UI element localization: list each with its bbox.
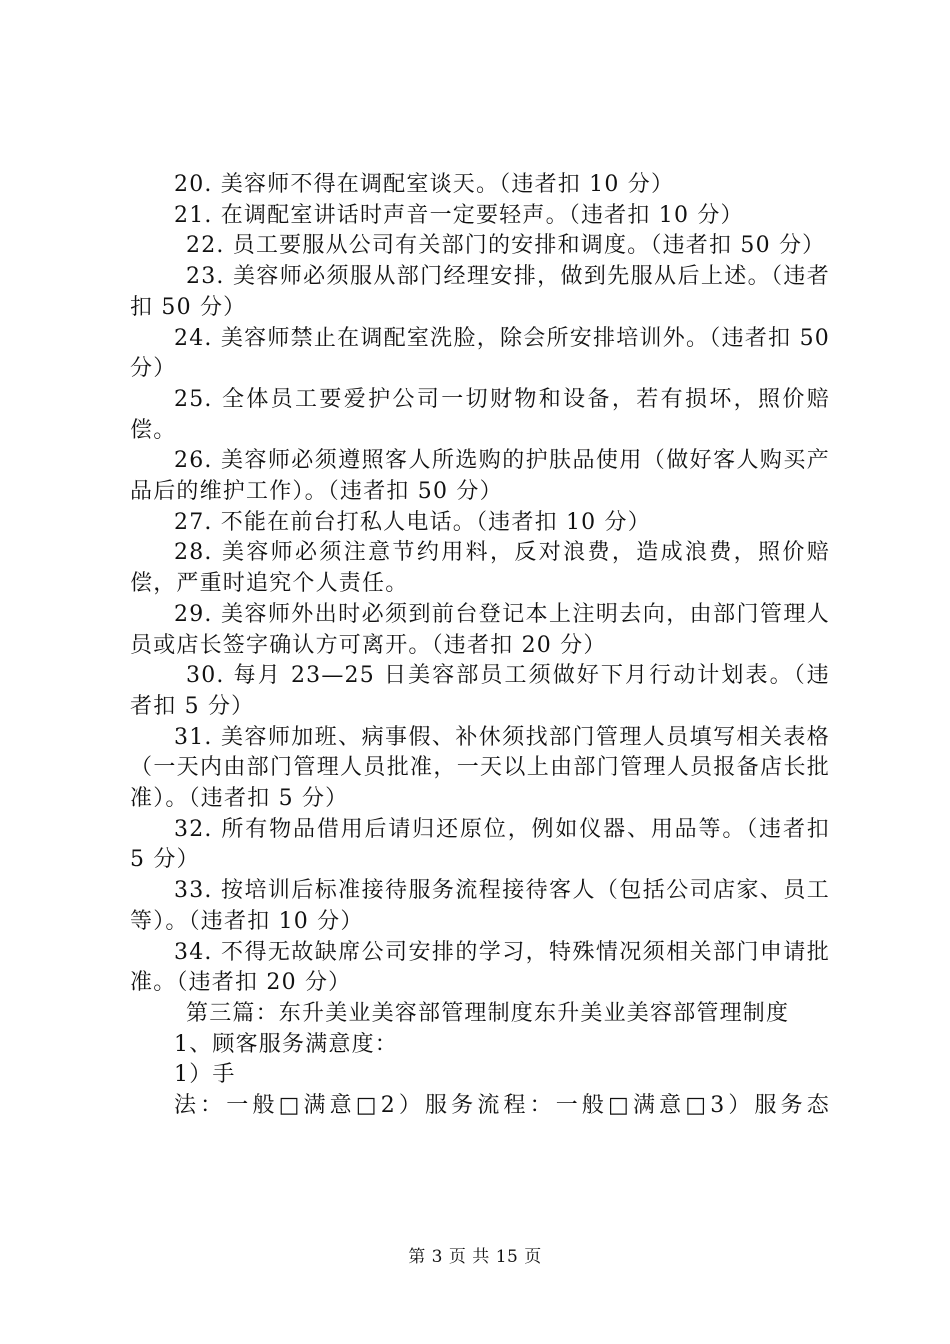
list-item-continuation: 法：一般□满意□2）服务流程：一般□满意□3）服务态 (174, 1093, 830, 1119)
paragraph-34: 34. 不得无故缺席公司安排的学习，特殊情况须相关部门申请批准。（违者扣 20 分） (130, 939, 830, 996)
paragraph-23: 23. 美容师必须服从部门经理安排，做到先服从后上述。（违者扣 50 分） (130, 264, 830, 320)
list-heading: 1、顾客服务满意度： (174, 1031, 398, 1057)
paragraph-29: 29. 美容师外出时必须到前台登记本上注明去向，由部门管理人员或店长签字确认方可离开。（违者扣 20 分） (130, 601, 830, 658)
paragraph-30: 30. 每月 23—25 日美容部员工须做好下月行动计划表。（违者扣 5 分） (130, 663, 830, 719)
paragraph-21: 21. 在调配室讲话时声音一定要轻声。（违者扣 10 分） (174, 202, 744, 228)
paragraph-31: 31. 美容师加班、病事假、补休须找部门管理人员填写相关表格（一天内由部门管理人员批准，一天以上由部门管理人员报备店长批准）。（违者扣 5 分） (130, 724, 830, 812)
paragraph-25: 25. 全体员工要爱护公司一切财物和设备，若有损坏，照价赔偿。 (130, 386, 830, 443)
document-body (130, 170, 830, 1122)
paragraph-33: 33. 按培训后标准接待服务流程接待客人（包括公司店家、员工等）。（违者扣 10 分） (130, 878, 830, 934)
section-heading: 第三篇：东升美业美容部管理制度东升美业美容部管理制度 (186, 1000, 790, 1026)
page-number-footer: 第 3 页 共 15 页 (408, 1247, 542, 1267)
paragraph-32: 32. 所有物品借用后请归还原位，例如仪器、用品等。（违者扣 5 分） (130, 816, 830, 873)
list-item-1: 1）手 (174, 1062, 236, 1088)
paragraph-22: 22. 员工要服从公司有关部门的安排和调度。（违者扣 50 分） (186, 233, 826, 259)
paragraph-24: 24. 美容师禁止在调配室洗脸，除会所安排培训外。（违者扣 50 分） (130, 325, 830, 382)
paragraph-20: 20. 美容师不得在调配室谈天。（违者扣 10 分） (174, 172, 675, 197)
paragraph-28: 28. 美容师必须注意节约用料，反对浪费，造成浪费，照价赔偿，严重时追究个人责任。 (130, 540, 830, 597)
paragraph-27: 27. 不能在前台打私人电话。（违者扣 10 分） (174, 509, 651, 535)
paragraph-26: 26. 美容师必须遵照客人所选购的护肤品使用（做好客人购买产品后的维护工作）。（违者扣 50 分） (130, 448, 830, 505)
